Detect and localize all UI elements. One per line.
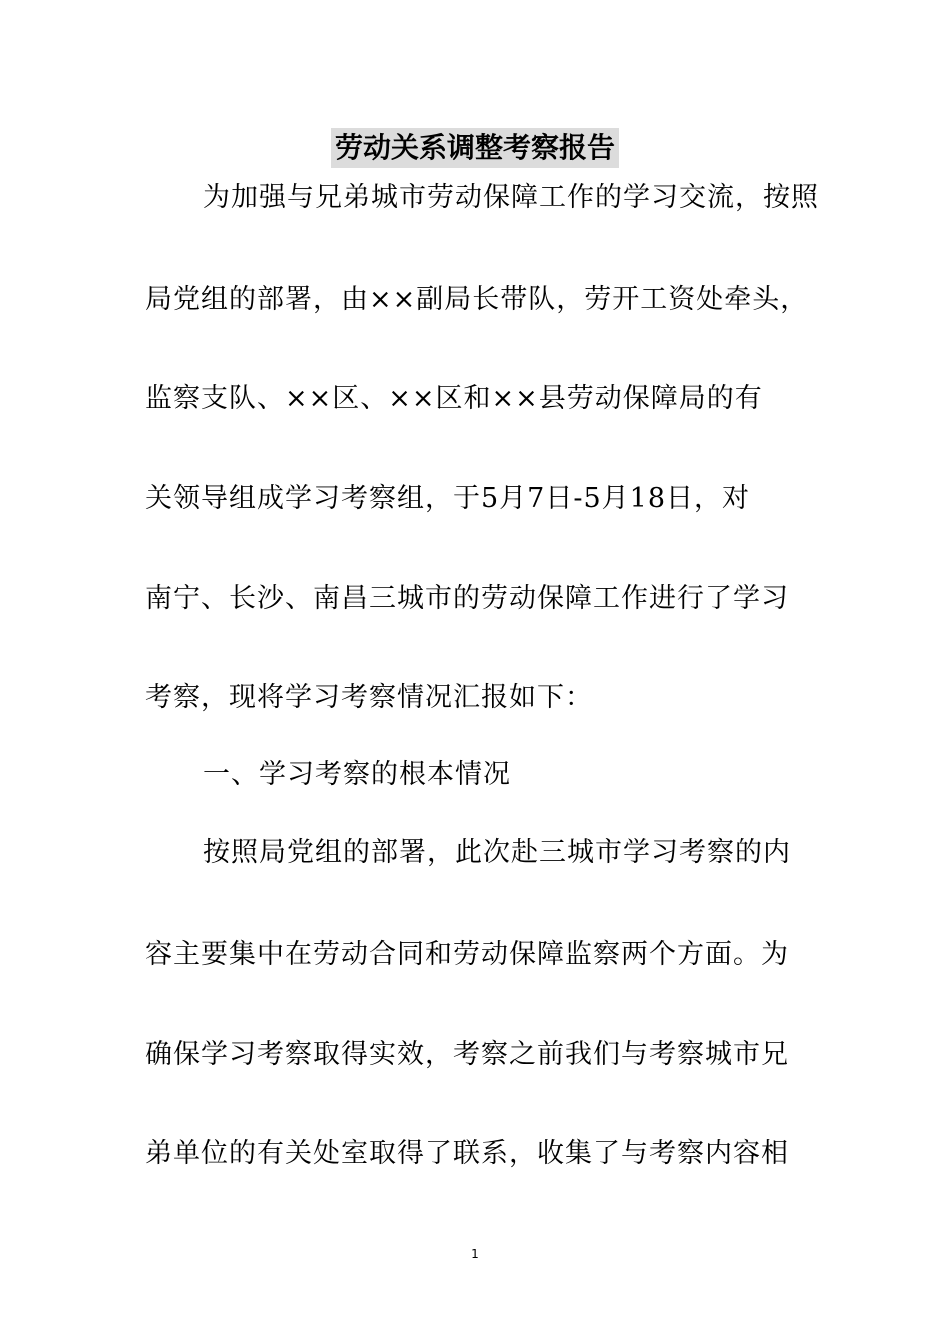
body-line: 南宁、长沙、南昌三城市的劳动保障工作进行了学习: [145, 583, 789, 614]
body-line: 为加强与兄弟城市劳动保障工作的学习交流，按照: [203, 182, 819, 213]
body-line: 关领导组成学习考察组，于5月7日-5月18日，对: [145, 483, 751, 514]
body-line: 按照局党组的部署，此次赴三城市学习考察的内: [203, 837, 791, 868]
body-line: 确保学习考察取得实效，考察之前我们与考察城市兄: [145, 1039, 789, 1070]
body-line: 容主要集中在劳动合同和劳动保障监察两个方面。为: [145, 939, 789, 970]
title-container: [0, 128, 950, 168]
body-line: 弟单位的有关处室取得了联系，收集了与考察内容相: [145, 1138, 789, 1169]
document-title: 劳动关系调整考察报告: [331, 128, 619, 168]
body-line: 监察支队、××区、××区和××县劳动保障局的有: [145, 383, 763, 414]
body-line: 局党组的部署，由××副局长带队，劳开工资处牵头，: [145, 284, 809, 315]
page-number: 1: [471, 1247, 479, 1261]
body-line: 考察，现将学习考察情况汇报如下：: [145, 682, 593, 713]
section-heading: 一、学习考察的根本情况: [203, 759, 511, 790]
